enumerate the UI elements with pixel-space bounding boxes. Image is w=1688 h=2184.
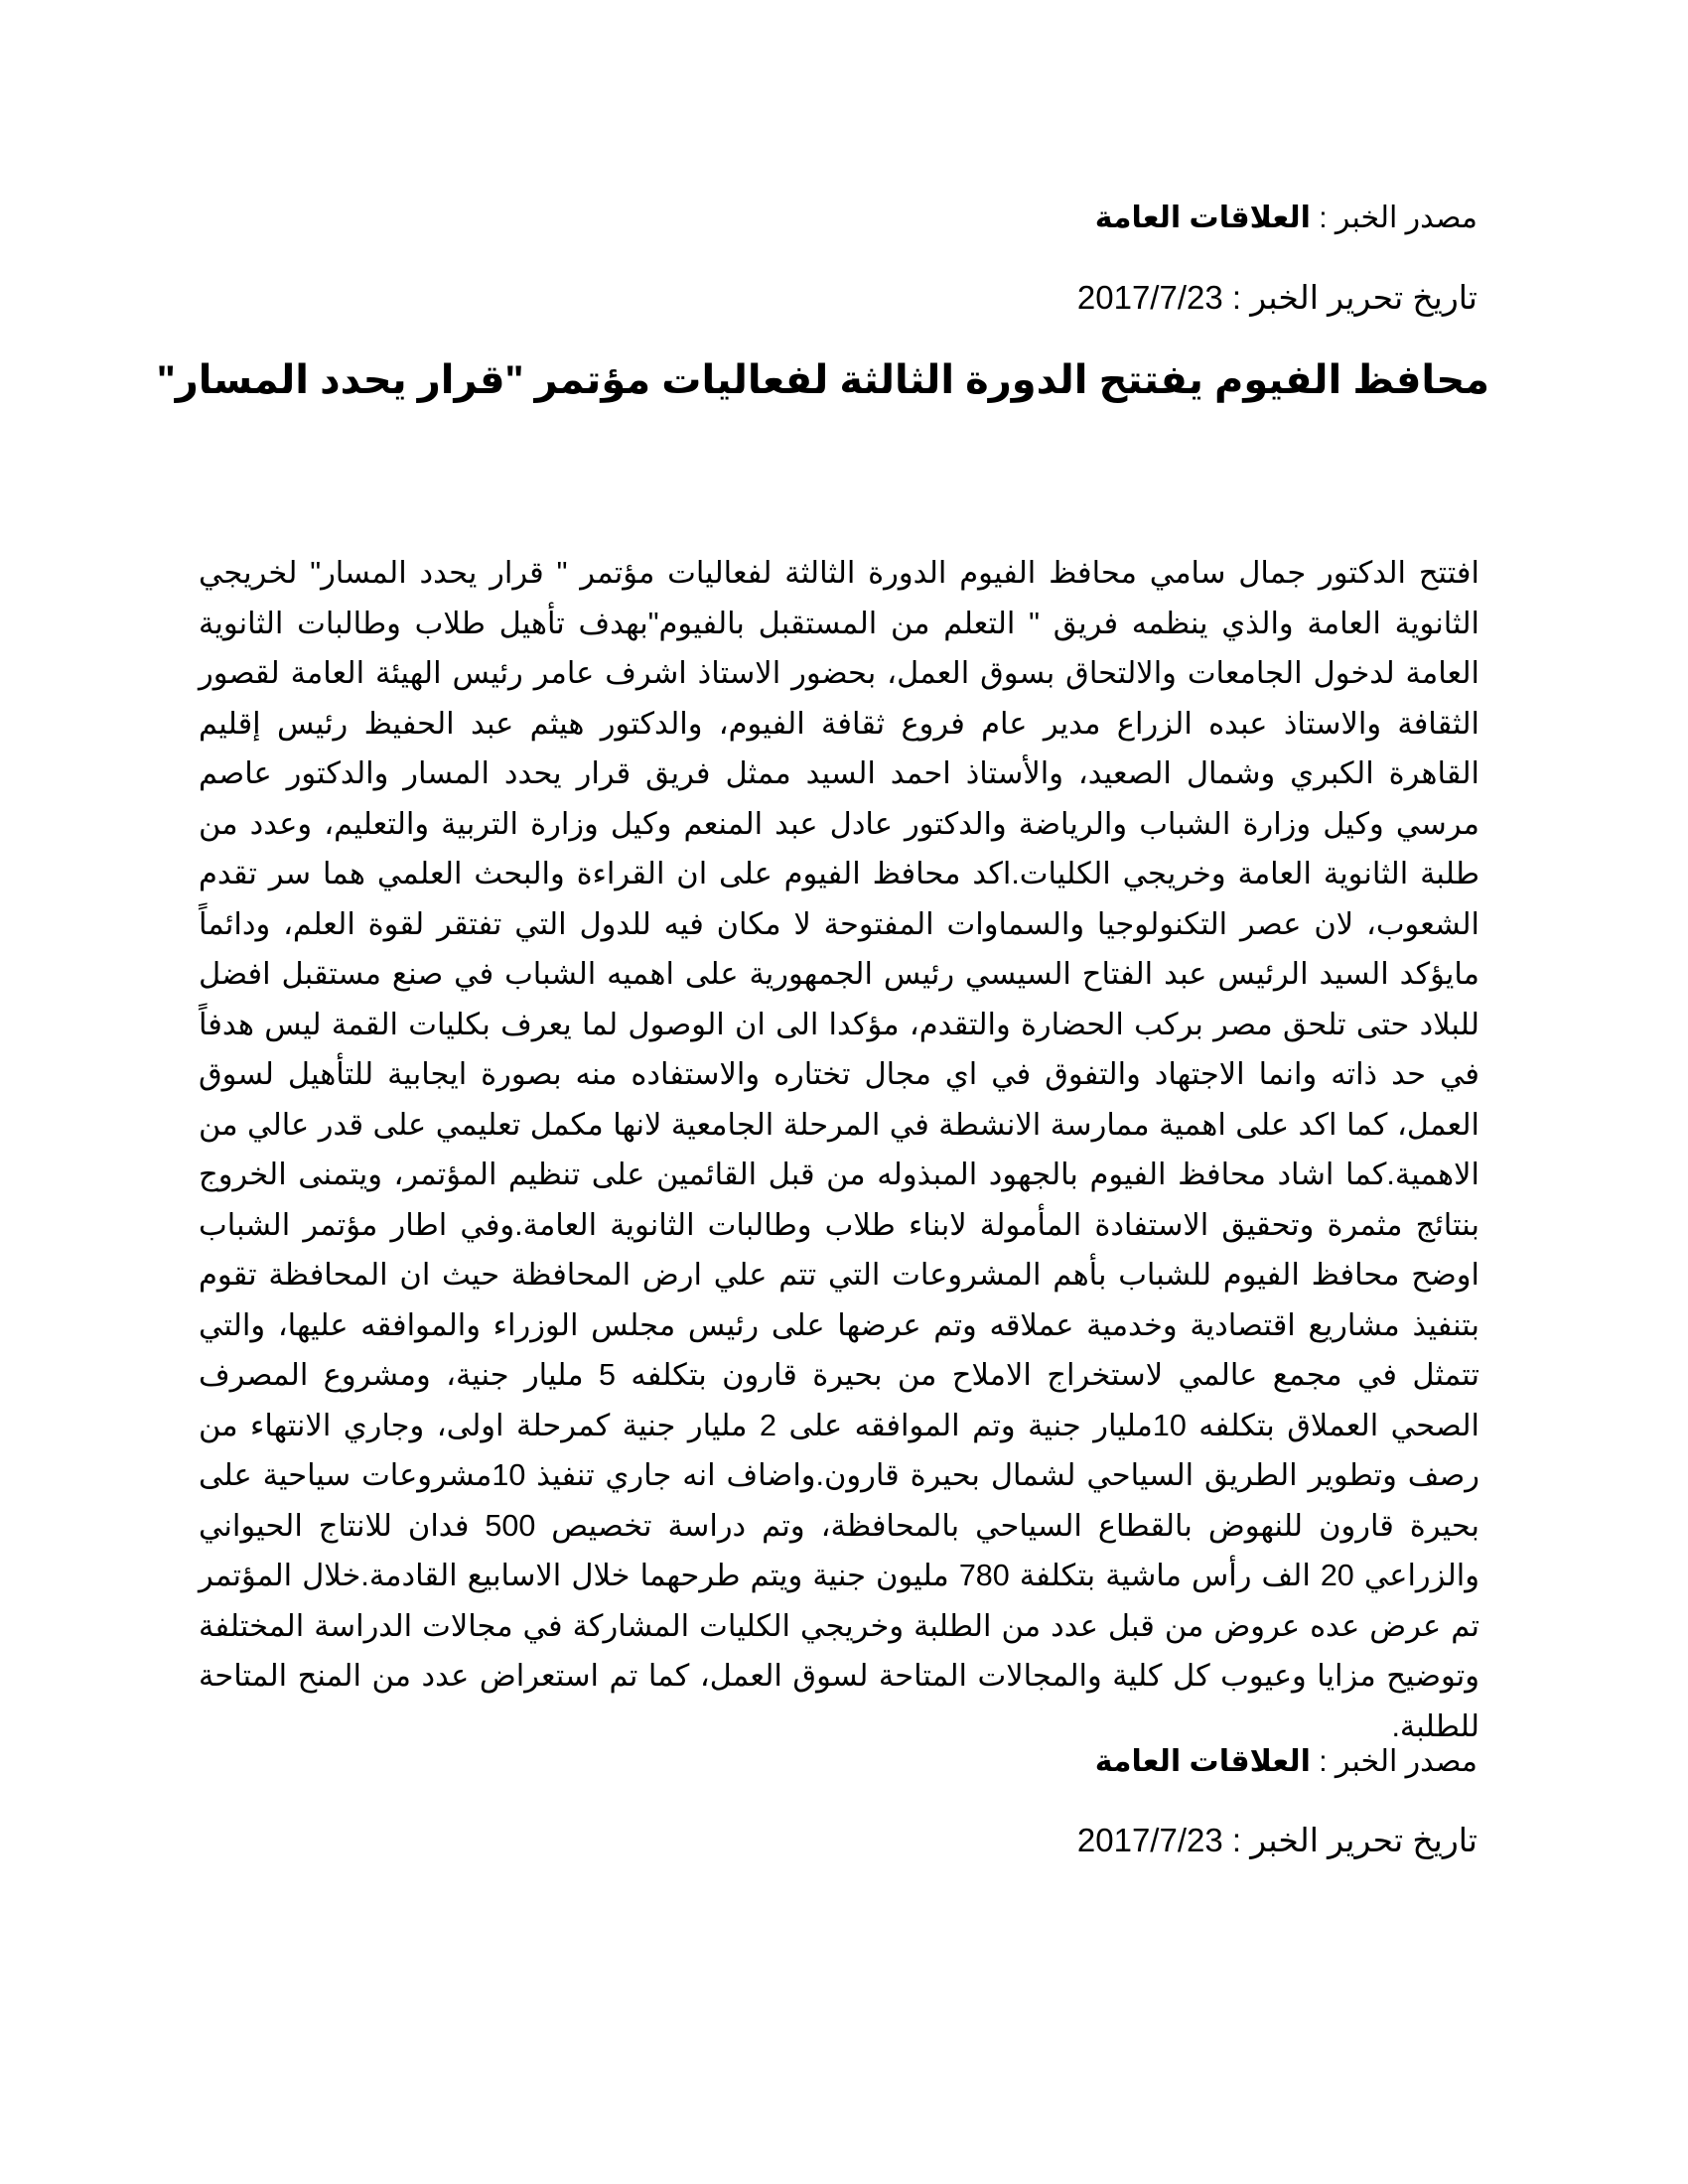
footer-date-value: 2017/7/23: [1076, 1822, 1223, 1858]
footer-source-value: العلاقات العامة: [1094, 1745, 1311, 1778]
header-source-value: العلاقات العامة: [1094, 202, 1311, 234]
header-date-value: 2017/7/23: [1076, 279, 1223, 316]
article-body: افتتح الدكتور جمال سامي محافظ الفيوم الدورة الثالثة لفعاليات مؤتمر " قرار يحدد المسار" لخريجي الثانوية العامة والذي ينظمه فريق " التعلم من المستقبل بالفيوم"بهدف تأهيل طلاب وطالبات الثانوية العامة لدخول الجامعات والالتحاق بسوق العمل، بحضور الاستاذ اشرف عامر رئيس الهيئة العامة لقصور الثقافة والاستاذ عبده الزراع مدير عام فروع ثقافة الفيوم، والدكتور هيثم عبد الحفيظ رئيس إقليم القاهرة الكبري وشمال الصعيد، والأستاذ احمد السيد ممثل فريق قرار يحدد المسار والدكتور عاصم مرسي وكيل وزارة الشباب والرياضة والدكتور عادل عبد المنعم وكيل وزارة التربية والتعليم، وعدد من طلبة الثانوية العامة وخريجي الكليات.اكد محافظ الفيوم على ان القراءة والبحث العلمي هما سر تقدم الشعوب، لان عصر التكنولوجيا والسماوات المفتوحة لا مكان فيه للدول التي تفتقر لقوة العلم، ودائماً مايؤكد السيد الرئيس عبد الفتاح السيسي رئيس الجمهورية على اهميه الشباب في صنع مستقبل افضل للبلاد حتى تلحق مصر بركب الحضارة والتقدم، مؤكدا الى ان الوصول لما يعرف بكليات القمة ليس هدفاً في حد ذاته وانما الاجتهاد والتفوق في اي مجال تختاره والاستفاده منه بصورة ايجابية للتأهيل لسوق العمل، كما اكد على اهمية ممارسة الانشطة في المرحلة الجامعية لانها مكمل تعليمي على قدر عالي من الاهمية.كما اشاد محافظ الفيوم بالجهود المبذوله من قبل القائمين على تنظيم المؤتمر، ويتمنى الخروج بنتائج مثمرة وتحقيق الاستفادة المأمولة لابناء طلاب وطالبات الثانوية العامة.وفي اطار مؤتمر الشباب اوضح محافظ الفيوم للشباب بأهم المشروعات التي تتم علي ارض المحافظة حيث ان المحافظة تقوم بتنفيذ مشاريع اقتصادية وخدمية عملاقه وتم عرضها على رئيس مجلس الوزراء والموافقه عليها، والتي تتمثل في مجمع عالمي لاستخراج الاملاح من بحيرة قارون بتكلفه 5 مليار جنية، ومشروع المصرف الصحي العملاق بتكلفه 10مليار جنية وتم الموافقه على 2 مليار جنية كمرحلة اولى، وجاري الانتهاء من رصف وتطوير الطريق السياحي لشمال بحيرة قارون.واضاف انه جاري تنفيذ 10مشروعات سياحية على بحيرة قارون للنهوض بالقطاع السياحي بالمحافظة، وتم دراسة تخصيص 500 فدان للانتاج الحيواني والزراعي 20 الف رأس ماشية بتكلفة 780 مليون جنية ويتم طرحهما خلال الاسابيع القادمة.خلال المؤتمر تم عرض عده عروض من قبل عدد من الطلبة وخريجي الكليات المشاركة في مجالات الدراسة المختلفة وتوضيح مزايا وعيوب كل كلية والمجالات المتاحة لسوق العمل، كما تم استعراض عدد من المنح المتاحة للطلبة.: [199, 556, 1480, 1743]
header-date-line: [1077, 276, 1477, 320]
footer-source-line: [1095, 1742, 1477, 1782]
footer-source-label: مصدر الخبر :: [1319, 1745, 1477, 1778]
header-source-label: مصدر الخبر :: [1319, 202, 1477, 234]
footer-date-label: تاريخ تحرير الخبر :: [1231, 1822, 1477, 1858]
header-source-line: [1095, 199, 1477, 238]
footer-date-line: [1077, 1819, 1477, 1862]
article-headline: محافظ الفيوم يفتتح الدورة الثالثة لفعاليات مؤتمر "قرار يحدد المسار": [156, 358, 1489, 402]
header-date-label: تاريخ تحرير الخبر :: [1231, 279, 1477, 316]
